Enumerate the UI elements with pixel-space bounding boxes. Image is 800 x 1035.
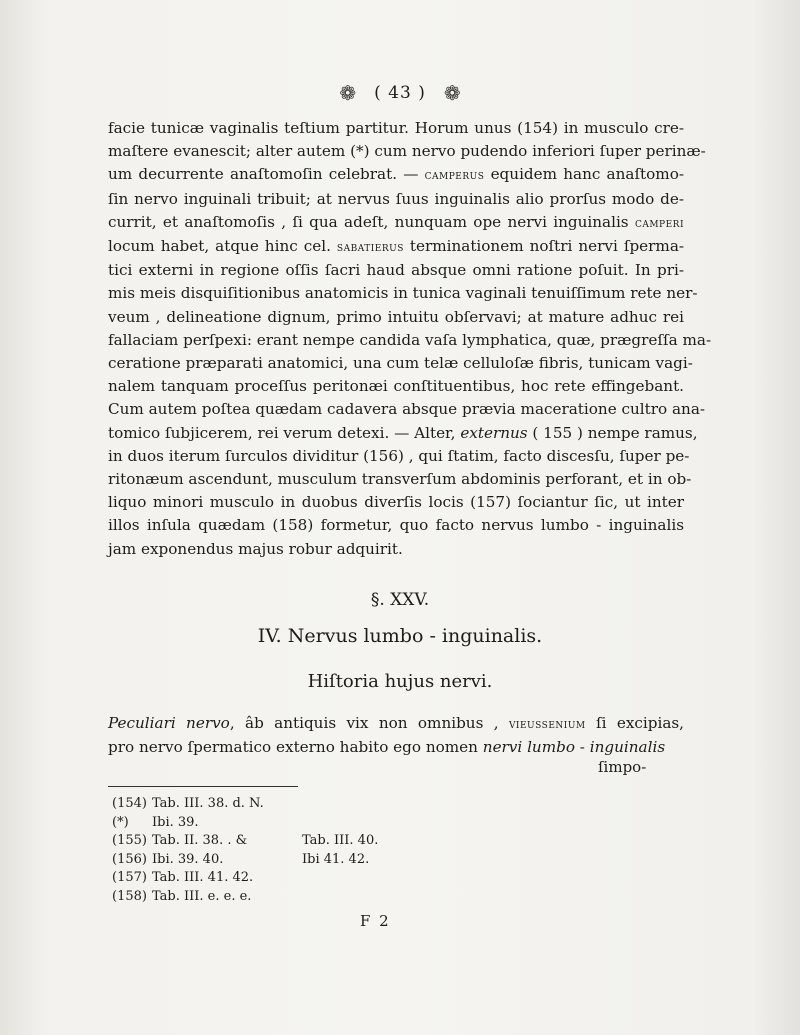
section-title: IV. Nervus lumbo - inguinalis. — [257, 625, 543, 647]
page-number: ( 43 ) — [374, 83, 426, 103]
text-run: tici externi in regione oſſis ſacri haud absque omni ratione poſuit. In pri- — [108, 261, 684, 280]
text-line — [108, 329, 712, 352]
text-line — [108, 375, 684, 398]
text-run: maſtere evanescit; alter autem (*) cum nervo pudendo inferiori ſuper perinæ- — [108, 142, 706, 161]
footnote — [112, 888, 378, 907]
text-run: terminationem noſtri nervi ſperma- — [403, 237, 684, 256]
catchword: ſimpo- — [598, 758, 647, 776]
text-run: facie tunicæ vaginalis teſtium partitur. Horum unus (154) in musculo cre- — [108, 119, 684, 137]
text-line — [108, 352, 693, 375]
text-run: nalem tanquam proceſſus peritonæi conſtituentibus, hoc rete effingebant. — [108, 377, 684, 396]
text-line — [108, 259, 684, 282]
footnote — [112, 851, 378, 870]
ornament-left-icon: ❁ — [339, 81, 357, 105]
text-run: Cum autem poſtea quædam cadavera absque prævia maceratione cultro ana- — [108, 400, 706, 419]
text-run: tomico ſubjicerem, rei verum detexi. — Alter, — [108, 423, 461, 442]
footnote-number: (155) — [112, 833, 147, 849]
text-run: ( 155 ) nempe ramus, — [527, 423, 698, 442]
footnote-number: (154) — [112, 796, 147, 811]
text-run: liquo minori musculo in duobus diverſis locis (157) ſociantur ſic, ut inter — [108, 493, 684, 512]
italic-term: Peculiari nervo — [108, 714, 230, 732]
footnote-ref-2: Tab. III. 40. — [302, 833, 379, 849]
page-header — [0, 78, 800, 108]
text-line — [108, 736, 684, 759]
text-run: ceratione præparati anatomici, una cum telæ celluloſæ fibris, tunicam vagi- — [108, 354, 693, 373]
author-name: camperus — [424, 167, 485, 184]
footnote — [112, 832, 378, 851]
text-run: , âb antiquis vix non omnibus , — [229, 714, 509, 732]
text-line — [108, 140, 706, 163]
text-line — [108, 163, 684, 187]
text-line — [108, 445, 690, 468]
text-line — [108, 282, 698, 305]
text-line — [108, 491, 684, 514]
text-line — [108, 306, 684, 329]
text-run: ſi excipias, — [585, 714, 684, 732]
text-run: pro nervo ſpermatico externo habito ego nomen — [108, 738, 483, 757]
footnote-ref: Tab. III. 41. 42. — [152, 870, 254, 886]
footnote-number: (157) — [112, 870, 147, 886]
footnote-rule — [108, 786, 298, 787]
text-line — [108, 514, 684, 537]
text-run: um decurrente anaſtomoſin celebrat. — — [108, 165, 425, 184]
section-subtitle: Hiſtoria hujus nervi. — [307, 671, 493, 692]
text-line — [108, 188, 684, 211]
text-line — [108, 211, 684, 235]
author-name: camperi — [634, 214, 684, 231]
footnote — [112, 795, 378, 814]
text-line — [108, 538, 684, 561]
text-run: in duos iterum ſurculos dividitur (156) , qui ſtatim, facto discesſu, ſuper pe- — [108, 446, 690, 465]
footnote-ref: Ibi. 39. 40. — [152, 851, 224, 867]
text-line — [108, 398, 706, 421]
text-run: mis meis disquiſitionibus anatomicis in tunica vaginali tenuiſſimum rete ner- — [108, 284, 698, 303]
footnote-ref-2: Ibi 41. 42. — [302, 851, 370, 867]
text-run: ritonæum ascendunt, musculum transverſum abdominis perforant, et in ob- — [108, 470, 692, 489]
text-run: jam exponendus majus robur adquirit. — [108, 539, 403, 558]
italic-term: nervi lumbo - inguinalis — [482, 738, 666, 757]
text-run: illos inſula quædam (158) formetur, quo facto nervus lumbo - inguinalis — [108, 516, 684, 535]
footnote-ref: Tab. III. 38. d. N. — [152, 796, 264, 811]
footnote-ref: Ibi. 39. — [152, 814, 199, 830]
footnote-ref: Tab. II. 38. . & — [152, 833, 248, 849]
text-run: ſin nervo inguinali tribuit; at nervus ſuus inguinalis alio prorſus modo de- — [108, 189, 684, 208]
footnote-number: (158) — [112, 888, 147, 904]
text-run: equidem hanc anaſtomo- — [484, 165, 684, 184]
text-line — [108, 468, 692, 491]
text-run: locum habet, atque hinc cel. — [108, 237, 337, 256]
text-line — [108, 712, 684, 736]
text-line — [108, 422, 698, 445]
text-run: currit, et anaſtomoſis , ſi qua adeſt, nunquam ope nervi inguinalis — [108, 212, 635, 231]
footnote-ref: Tab. III. e. e. e. — [152, 888, 252, 904]
footnote — [112, 869, 378, 888]
text-line — [108, 235, 684, 259]
italic-term: externus — [460, 423, 528, 442]
footnote-number: (156) — [112, 851, 147, 867]
text-run: veum , delineatione dignum, primo intuitu obſervavi; at mature adhuc rei — [108, 307, 684, 326]
footnote — [112, 814, 378, 833]
text-line — [108, 117, 684, 140]
author-name: vieussenium — [508, 716, 586, 732]
text-run: fallaciam perſpexi: erant nempe candida vaſa lymphatica, quæ, prægreſſa ma- — [108, 330, 712, 349]
author-name: sabatierus — [336, 239, 404, 256]
main-paragraph — [108, 117, 712, 561]
footnote-number: (*) — [112, 814, 129, 830]
footnotes — [112, 795, 378, 907]
second-paragraph — [108, 712, 684, 759]
ornament-right-icon: ❁ — [443, 81, 461, 105]
signature-mark: F 2 — [360, 912, 391, 930]
section-number: §. XXV. — [370, 590, 430, 610]
